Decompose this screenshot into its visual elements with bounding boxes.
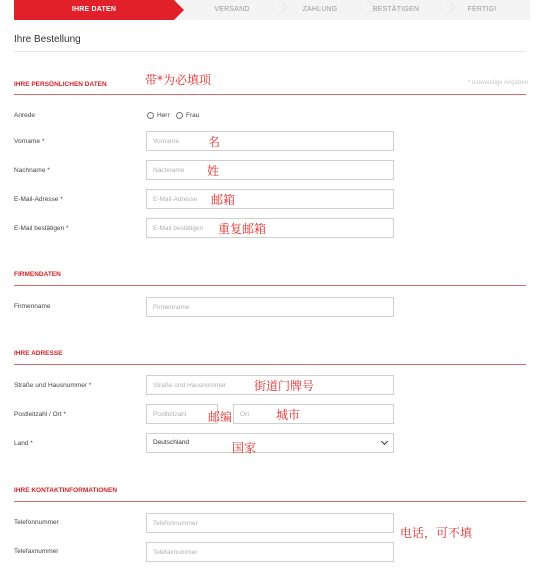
checkout-steps [14,0,530,20]
firstname-label: Vorname * [14,138,45,145]
email-confirm-label: E-Mail bestätigen * [14,225,69,232]
phone-input[interactable] [146,513,394,533]
zip-city-label: Postleitzahl / Ort * [14,411,67,418]
step-fertig[interactable]: FERTIG! [467,6,497,13]
step-bestaetigen[interactable]: BESTÄTIGEN [372,6,420,13]
annotation-city: 城市 [276,408,301,422]
step-ihre-daten[interactable]: IHRE DATEN [14,0,174,20]
fax-label: Telefaxnummer [14,548,59,555]
section-personal-title: IHRE PERSÖNLICHEN DATEN [14,81,107,88]
annotation-email: 邮箱 [211,193,236,207]
step-versand[interactable]: VERSAND [214,6,250,13]
salutation-label: Anrede [14,112,35,119]
firstname-input[interactable] [146,131,394,151]
annotation-email-confirm: 重复邮箱 [218,222,267,236]
annotation-lastname: 姓 [207,164,220,178]
radio-herr[interactable] [147,112,154,119]
radio-frau[interactable] [176,112,183,119]
email-input[interactable] [146,189,394,209]
country-label: Land * [14,440,33,447]
section-divider [14,285,526,286]
country-select[interactable] [146,433,394,453]
annotation-zip: 邮编 [208,410,233,424]
lastname-input[interactable] [146,160,394,180]
annotation-firstname: 名 [208,135,221,149]
required-note: * notwendige Angaben [467,80,528,86]
annotation-phone: 电话，可不填 [400,526,473,540]
radio-herr-label[interactable]: Herr [157,112,170,119]
street-label: Straße und Hausnummer * [14,382,92,389]
email-confirm-input[interactable] [146,218,394,238]
section-divider [14,364,526,365]
page-title: Ihre Bestellung [14,34,81,45]
company-label: Firmenname [14,303,51,310]
section-divider [14,501,526,502]
lastname-label: Nachname * [14,167,50,174]
annotation-country: 国家 [232,441,257,455]
step-zahlung[interactable]: ZAHLUNG [302,6,338,13]
chevron-down-icon [381,438,388,445]
email-label: E-Mail-Adresse * [14,196,63,203]
section-contact-title: IHRE KONTAKTINFORMATIONEN [14,487,118,494]
city-input[interactable] [233,404,394,424]
phone-label: Telefonnummer [14,519,59,526]
fax-input[interactable] [146,542,394,562]
section-company-title: FIRMENDATEN [14,271,61,278]
radio-frau-label[interactable]: Frau [186,112,200,119]
annotation-street: 街道门牌号 [254,379,315,393]
annotation-required-hint: 带*为必填项 [145,73,212,87]
title-divider [14,51,526,52]
section-address-title: IHRE ADRESSE [14,350,63,357]
company-input[interactable] [146,297,394,317]
country-select-value: Deutschland [153,439,190,446]
section-divider [14,94,526,95]
